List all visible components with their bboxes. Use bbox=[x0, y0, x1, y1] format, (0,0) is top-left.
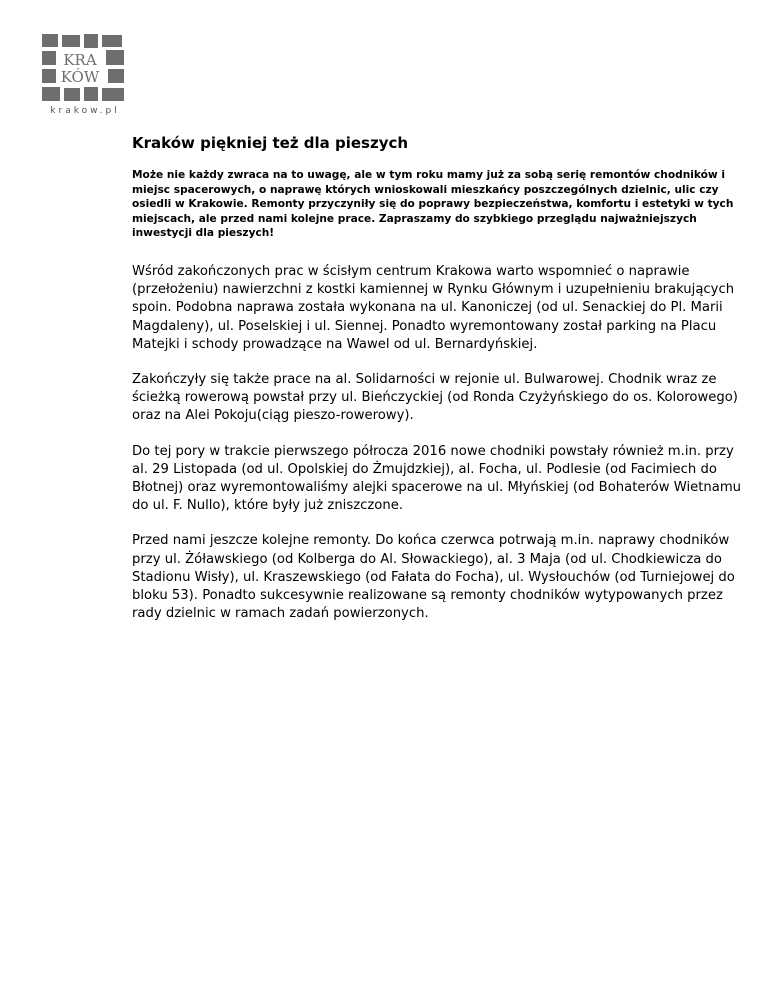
krakow-logo bbox=[40, 32, 130, 122]
article-lead: Może nie każdy zwraca na to uwagę, ale w tym roku mamy już za sobą serię remontów chodników i miejsc spacerowych, o naprawę których wnioskowali mieszkańcy poszczególnych dzielnic, ulic czy osiedli w Krakowie. Remonty przyczyniły się do poprawy bezpieczeństwa, komfortu i estetyki w tych miejscach, ale przed nami kolejne prace. Zapraszamy do szybkiego przeglądu najważniejszych inwestycji dla pieszych! bbox=[132, 169, 734, 240]
article bbox=[132, 132, 742, 640]
article-paragraph: Przed nami jeszcze kolejne remonty. Do końca czerwca potrwają m.in. naprawy chodników przy ul. Żóławskiego (od Kolberga do Al. Słowackiego), al. 3 Maja (od ul. Chodkiewicza do Stadionu Wisły), ul. Kraszewskiego (od Fałata do Focha), ul. Wysłouchów (od Turniejowej do bloku 53). Ponadto sukcesywnie realizowane są remonty chodników wytypowanych przez rady dzielnic w ramach zadań powierzonych. bbox=[132, 533, 735, 622]
article-paragraph: Zakończyły się także prace na al. Solidarności w rejonie ul. Bulwarowej. Chodnik wraz ze ścieżką rowerową powstał przy ul. Bieńczyckiej (od Ronda Czyżyńskiego do os. Kolorowego) oraz na Alei Pokoju(ciąg pieszo-rowerowy). bbox=[132, 371, 738, 424]
article-paragraph: Do tej pory w trakcie pierwszego półrocza 2016 nowe chodniki powstały również m.in. przy al. 29 Listopada (od ul. Opolskiej do Żmujdzkiej), al. Focha, ul. Podlesie (od Facimiech do Błotnej) oraz wyremontowaliśmy alejki spacerowe na ul. Młyńskiej (od Bohaterów Wietnamu do ul. F. Nullo), które były już zniszczone. bbox=[132, 443, 742, 514]
krakow-logo-icon bbox=[40, 32, 130, 104]
logo-text-line2: KÓW bbox=[60, 68, 100, 86]
logo-caption: krakow.pl bbox=[50, 106, 120, 116]
article-title: Kraków piękniej też dla pieszych bbox=[132, 134, 409, 152]
article-paragraph: Wśród zakończonych prac w ścisłym centrum Krakowa warto wspomnieć o naprawie (przełożeniu) nawierzchni z kostki kamiennej w Rynku Głównym i uzupełnieniu brakujących spoin. Podobna naprawa została wykonana na ul. Kanoniczej (od ul. Senackiej do Pl. Marii Magdaleny), ul. Poselskiej i ul. Siennej. Ponadto wyremontowany został parking na Placu Matejki i schody prowadzące na Wawel od ul. Bernardyńskiej. bbox=[132, 263, 735, 352]
logo-text-line1: KRA bbox=[63, 51, 97, 69]
